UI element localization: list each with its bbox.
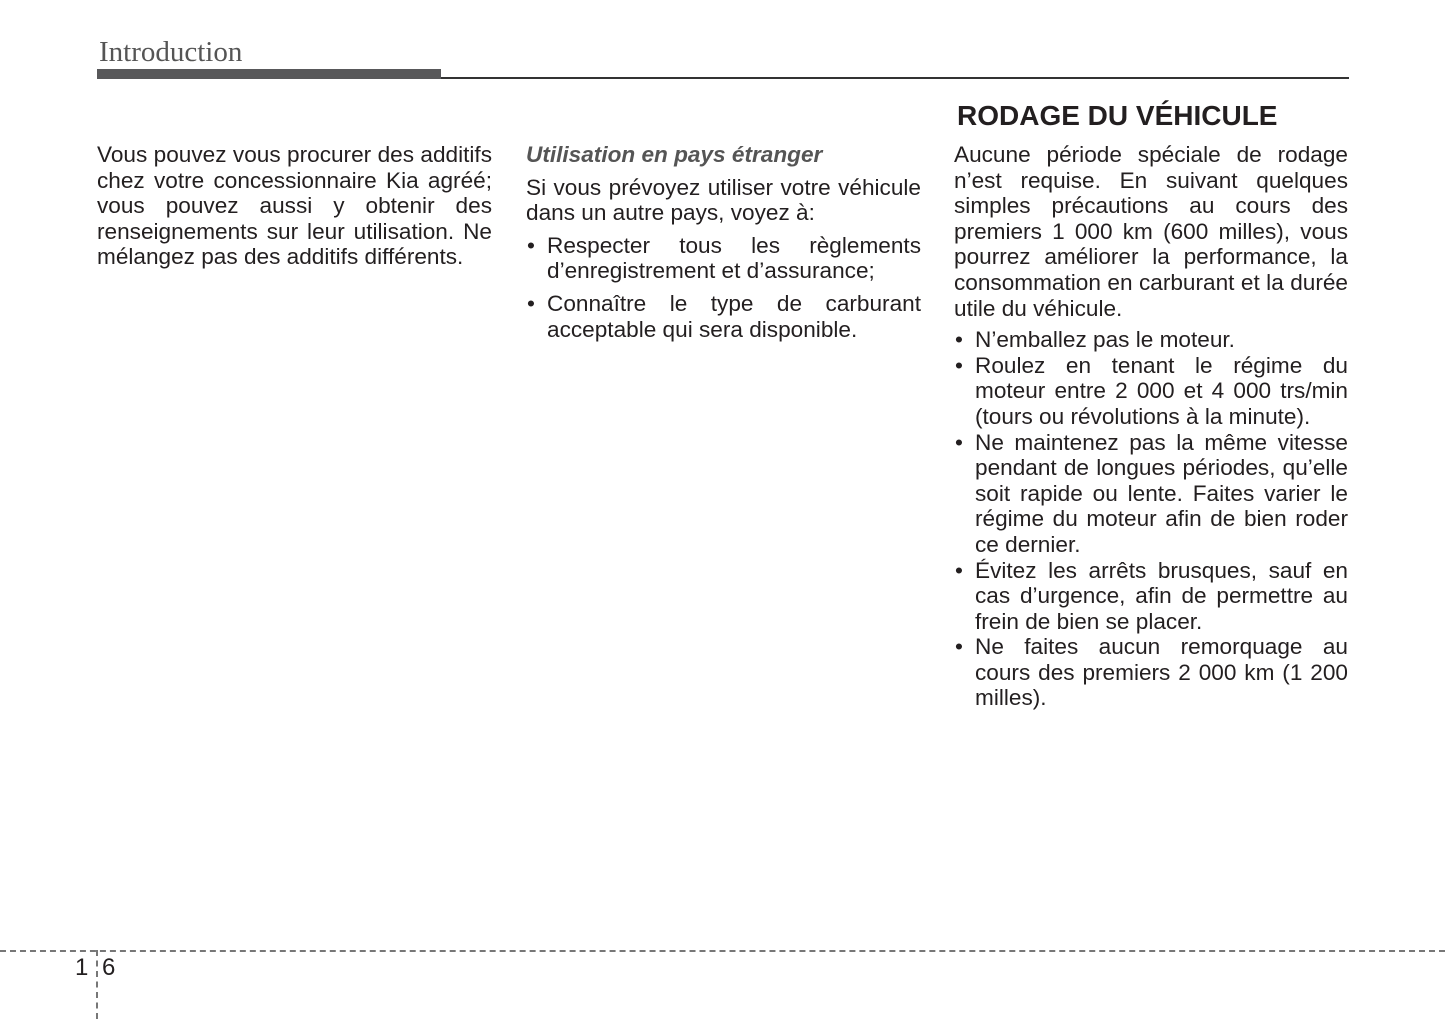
footer-dashed-divider: [96, 950, 98, 1019]
list-item: • N’emballez pas le moteur.: [954, 327, 1348, 353]
intro-paragraph: Aucune période spéciale de rodage n’est requise. En suivant quelques simples précautions au cours des premiers 1 000 km (600 milles), vous pourrez améliorer la performance, la consommation en carburant et la durée utile du véhicule.: [954, 142, 1348, 321]
column-2: [526, 142, 921, 342]
header-bar: [97, 69, 441, 79]
chapter-number: 1: [75, 954, 89, 981]
section-title: RODAGE DU VÉHICULE: [957, 100, 1278, 131]
list-item: • Respecter tous les règlements d’enregistrement et d’assurance;: [526, 233, 921, 284]
header-rule: [441, 77, 1349, 79]
column-3: [954, 142, 1348, 711]
page-number: 6: [102, 954, 116, 981]
column-1: [97, 142, 492, 270]
additives-paragraph: Vous pouvez vous procurer des additifs chez votre concessionnaire Kia agréé; vous pouvez aussi y obtenir des renseignements sur leur utilisation. Ne mélangez pas des additifs différents.: [97, 142, 492, 270]
list-item: • Roulez en tenant le régime du moteur entre 2 000 et 4 000 trs/min (tours ou révolutions à la minute).: [954, 353, 1348, 430]
intro-paragraph: Si vous prévoyez utiliser votre véhicule dans un autre pays, voyez à:: [526, 174, 921, 226]
bullet-list: [954, 327, 1348, 711]
list-item: • Ne maintenez pas la même vitesse pendant de longues périodes, qu’elle soit rapide ou lente. Faites varier le régime du moteur afin de bien roder ce dernier.: [954, 430, 1348, 558]
list-item: • Ne faites aucun remorquage au cours des premiers 2 000 km (1 200 milles).: [954, 634, 1348, 711]
list-item: • Évitez les arrêts brusques, sauf en cas d’urgence, afin de permettre au frein de bien se placer.: [954, 558, 1348, 635]
bullet-list: [526, 233, 921, 342]
list-item: • Connaître le type de carburant acceptable qui sera disponible.: [526, 291, 921, 342]
footer-dashed-rule: [0, 950, 1445, 952]
section-header: Introduction: [99, 36, 243, 68]
subtitle: Utilisation en pays étranger: [526, 142, 823, 167]
